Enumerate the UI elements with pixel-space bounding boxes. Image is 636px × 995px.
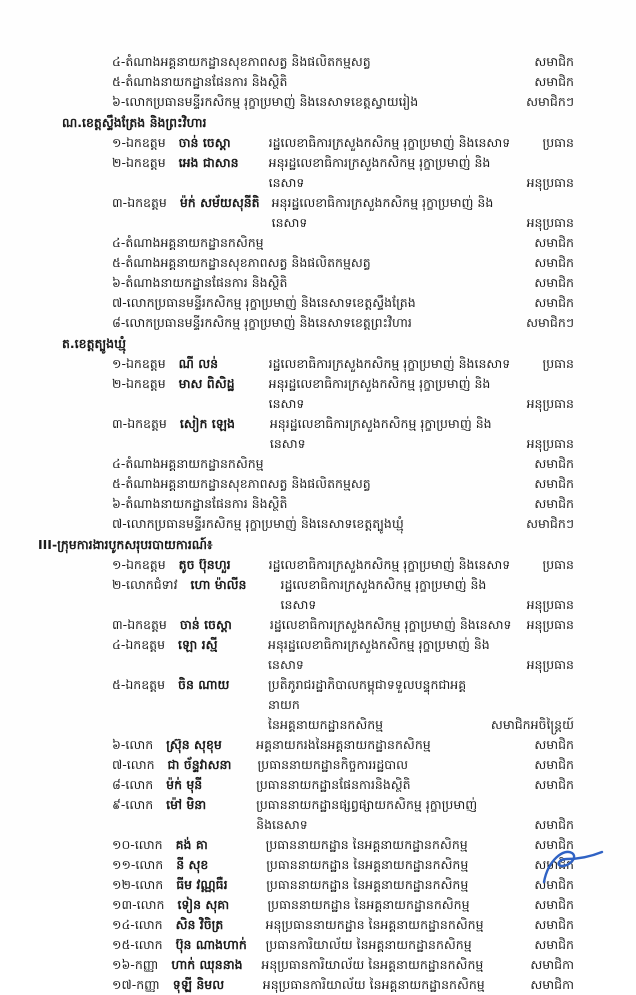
- entry-position: អនុរដ្ឋលេខាធិការក្រសួងកសិកម្ម រុក្ខាប្រមាញ់ និងនេសាទ: [269, 416, 492, 451]
- list-item: [0, 92, 636, 112]
- list-item: [0, 915, 636, 935]
- entry-text: ៤-តំណាងអគ្គនាយកដ្ឋានកសិកម្ម: [112, 235, 264, 250]
- list-item: [0, 52, 636, 72]
- entry-name: ម៉ក់ មុនី: [166, 777, 203, 792]
- entry-number-honorific: ៨-លោក: [112, 777, 154, 792]
- entry-role: សមាជិកា: [530, 977, 574, 992]
- list-item: [0, 414, 636, 454]
- entry-name: ហោ ម៉ាលីន: [190, 577, 247, 592]
- signature-mark: [534, 844, 612, 892]
- entry-role: សមាជិកា: [530, 957, 574, 972]
- entry-name: ទុឡ្លី និមល: [172, 977, 225, 992]
- entry-name: នី សុខ: [176, 857, 209, 872]
- entry-role: សមាជិក: [534, 275, 574, 290]
- entry-number-honorific: ៣-ឯកឧត្តម: [112, 416, 167, 431]
- entry-number-honorific: ១៥-លោក: [112, 937, 163, 952]
- entry-role: អនុប្រធាន: [526, 657, 574, 672]
- entry-position: រដ្ឋលេខាធិការក្រសួងកសិកម្ម រុក្ខាប្រមាញ់ និងនេសាទ: [280, 577, 487, 612]
- entry-role: សមាជិកៗ: [526, 315, 574, 330]
- entry-position: អនុប្រធានការិយាល័យ នៃអគ្គនាយកដ្ឋានកសិកម្ម: [261, 957, 484, 972]
- entry-name: ម៉ក់ សម័យសុនីតិ: [179, 195, 260, 210]
- entry-role: សមាជិក: [534, 757, 574, 772]
- entry-number-honorific: ១១-លោក: [112, 857, 164, 872]
- entry-position: ប្រធាននាយកដ្ឋាន នៃអគ្គនាយកដ្ឋានកសិកម្ម: [266, 857, 469, 872]
- entry-position: អនុរដ្ឋលេខាធិការក្រសួងកសិកម្ម រុក្ខាប្រមាញ់ និងនេសាទ: [268, 376, 491, 411]
- entry-name: សិន វិចិត្រ: [175, 917, 224, 932]
- entry-name: ទៀន សុគា: [177, 897, 230, 912]
- entry-number-honorific: ៧-លោក: [112, 757, 155, 772]
- entry-name: ចាន់ ចេស្តា: [179, 617, 232, 632]
- list-item: [0, 253, 636, 273]
- entry-position: រដ្ឋលេខាធិការក្រសួងកសិកម្ម រុក្ខាប្រមាញ់ និងនេសាទ: [269, 617, 512, 632]
- list-item: [0, 374, 636, 414]
- entry-number-honorific: ៣-ឯកឧត្តម: [112, 617, 167, 632]
- entry-role: សមាជិកៗ: [526, 516, 574, 531]
- entry-name: ប៊ុន ណាងហាក់: [175, 937, 247, 952]
- entry-role: សមាជិក: [534, 295, 574, 310]
- entry-role: សមាជិក: [534, 496, 574, 511]
- entry-text: ៤-តំណាងអគ្គនាយកដ្ឋានសុខភាពសត្វ និងផលិតកម្មសត្វ: [112, 54, 371, 69]
- entry-role: សមាជិកៗ: [526, 94, 574, 109]
- entry-number-honorific: ១-ឯកឧត្តម: [112, 135, 166, 150]
- entry-number-honorific: ១-ឯកឧត្តម: [112, 557, 166, 572]
- entry-role: សមាជិកអចិន្ត្រៃយ៍: [490, 717, 574, 732]
- section-header: III-ក្រុមការងារបូកសរុបរបាយការណ៍៖: [38, 537, 213, 552]
- entry-position: ប្រធាននាយកដ្ឋានផែនការនិងស្ថិតិ: [256, 777, 411, 792]
- entry-position: អនុរដ្ឋលេខាធិការក្រសួងកសិកម្ម រុក្ខាប្រមាញ់ និងនេសាទ: [268, 155, 491, 190]
- list-item: [0, 775, 636, 795]
- list-item: [0, 494, 636, 514]
- entry-position: ប្រធាននាយកដ្ឋាន នៃអគ្គនាយកដ្ឋានកសិកម្ម: [265, 837, 468, 852]
- entry-name: ចាន់ ចេស្តា: [178, 135, 231, 150]
- entry-name: ធីម វណ្ណធឺរ: [176, 877, 228, 892]
- entry-text: ៨-លោកប្រធានមន្ទីរកសិកម្ម រុក្ខាប្រមាញ់ និងនេសាទខេត្តព្រះវិហារ: [112, 315, 412, 330]
- list-item: [0, 735, 636, 755]
- list-item: [0, 955, 636, 975]
- list-item: [0, 293, 636, 313]
- list-item: [0, 72, 636, 92]
- section-header: ណ.ខេត្តស្ទឹងត្រែង និងព្រះវិហារ: [62, 115, 207, 130]
- list-item: [0, 975, 636, 995]
- entry-number-honorific: ៩-លោក: [112, 797, 154, 812]
- list-item: [0, 474, 636, 494]
- entry-number-honorific: ១២-លោក: [112, 877, 164, 892]
- entry-name: សៀក ឡេង: [179, 416, 235, 431]
- entry-number-honorific: ២-លោកជំទាវ: [112, 577, 178, 592]
- entry-number-honorific: ៥-ឯកឧត្តម: [112, 677, 166, 692]
- list-item: [0, 133, 636, 153]
- entry-text: ៧-លោកប្រធានមន្ទីរកសិកម្ម រុក្ខាប្រមាញ់ និងនេសាទខេត្តស្ទឹងត្រែង: [112, 295, 416, 310]
- entry-name: ស្រ៊ុន សុខុម: [166, 737, 222, 752]
- list-item: [0, 514, 636, 534]
- entry-number-honorific: ៦-លោក: [112, 737, 154, 752]
- entry-text: ៥-តំណាងនាយកដ្ឋានផែនការ និងស្ថិតិ: [112, 74, 288, 89]
- entry-number-honorific: ២-ឯកឧត្តម: [112, 376, 166, 391]
- entry-position: អនុប្រធានការិយាល័យ នៃអគ្គនាយកដ្ឋានកសិកម្ម: [262, 977, 485, 992]
- entry-position: ប្រតិភូរាជរដ្ឋាភិបាលកម្ពុជាទទួលបន្ទុកជាអគ្គនាយក នៃអគ្គនាយកដ្ឋានកសិកម្ម: [268, 675, 481, 735]
- entry-role: សមាជិក: [534, 917, 574, 932]
- entry-role: អនុប្រធាន: [526, 396, 574, 411]
- entry-text: ៧-លោកប្រធានមន្ទីរកសិកម្ម រុក្ខាប្រមាញ់ និងនេសាទខេត្តត្បូងឃ្មុំ: [112, 516, 404, 531]
- entry-name: ឡោ រស្មី: [178, 637, 218, 652]
- entry-position: ប្រធាននាយកដ្ឋាន នៃអគ្គនាយកដ្ឋានកសិកម្ម: [266, 877, 469, 892]
- entry-role: សមាជិក: [534, 456, 574, 471]
- entry-number-honorific: ១០-លោក: [112, 837, 163, 852]
- entry-role: សមាជិក: [534, 777, 574, 792]
- entry-text: ៥-តំណាងអគ្គនាយកដ្ឋានសុខភាពសត្វ និងផលិតកម្មសត្វ: [112, 255, 371, 270]
- list-item: [0, 615, 636, 635]
- entry-position: ប្រធាននាយកដ្ឋានកិច្ចការរដ្ឋបាល: [257, 757, 409, 772]
- entry-position: អគ្គនាយករងនៃអគ្គនាយកដ្ឋានកសិកម្ម: [256, 737, 431, 752]
- entry-name: ម៉ៅ មិនា: [166, 797, 207, 812]
- entry-role: អនុប្រធាន: [526, 617, 574, 632]
- entry-number-honorific: ១៦-កញ្ញា: [112, 957, 159, 972]
- entry-role: សមាជិក: [534, 476, 574, 491]
- list-item: [0, 313, 636, 333]
- entry-number-honorific: ៣-ឯកឧត្តម: [112, 195, 167, 210]
- entry-role: សមាជិក: [534, 737, 574, 752]
- entry-position: ប្រធានការិយាល័យ នៃអគ្គនាយកដ្ឋានកសិកម្ម: [265, 937, 472, 952]
- entry-text: ៥-តំណាងអគ្គនាយកដ្ឋានសុខភាពសត្វ និងផលិតកម្មសត្វ: [112, 476, 371, 491]
- entry-position: រដ្ឋលេខាធិការក្រសួងកសិកម្ម រុក្ខាប្រមាញ់ និងនេសាទ: [268, 557, 511, 572]
- entry-role: សមាជិក: [534, 897, 574, 912]
- entry-role: អនុប្រធាន: [526, 597, 574, 612]
- entry-role: សមាជិក: [534, 857, 574, 872]
- entry-role: សមាជិក: [534, 937, 574, 952]
- entry-role: ប្រធាន: [542, 356, 574, 371]
- list-item: [0, 153, 636, 193]
- entry-name: ហាក់ ឈុននាង: [171, 957, 243, 972]
- entry-role: សមាជិក: [534, 837, 574, 852]
- list-item: [0, 454, 636, 474]
- list-item: [0, 575, 636, 615]
- entry-role: សមាជិក: [534, 74, 574, 89]
- entry-position: រដ្ឋលេខាធិការក្រសួងកសិកម្ម រុក្ខាប្រមាញ់ និងនេសាទ: [268, 135, 511, 150]
- entry-role: សមាជិក: [534, 235, 574, 250]
- entry-position: អនុប្រធាននាយកដ្ឋាន នៃអគ្គនាយកដ្ឋានកសិកម្ម: [265, 917, 484, 932]
- entry-name: អេង ជាសាន: [178, 155, 239, 170]
- entry-text: ៦-តំណាងនាយកដ្ឋានផែនការ និងស្ថិតិ: [112, 496, 288, 511]
- entry-text: ៦-តំណាងនាយកដ្ឋានផែនការ និងស្ថិតិ: [112, 275, 288, 290]
- entry-text: ៤-តំណាងអគ្គនាយកដ្ឋានកសិកម្ម: [112, 456, 264, 471]
- list-item: [0, 273, 636, 293]
- entry-role: សមាជិក: [534, 817, 574, 832]
- list-item: [0, 755, 636, 775]
- entry-role: ប្រធាន: [542, 135, 574, 150]
- entry-position: អនុរដ្ឋលេខាធិការក្រសួងកសិកម្ម រុក្ខាប្រមាញ់ និងនេសាទ: [268, 637, 490, 672]
- entry-role: អនុប្រធាន: [526, 175, 574, 190]
- list-item: [0, 635, 636, 675]
- entry-position-line2: និងនេសាទ: [256, 817, 308, 832]
- list-item: [0, 675, 636, 735]
- list-item: [0, 233, 636, 253]
- list-item: [0, 895, 636, 915]
- entry-name: ជា ច័ន្ទវាសនា: [167, 757, 232, 772]
- list-item: [0, 555, 636, 575]
- entry-name: តូច ប៊ុនហួរ: [178, 557, 231, 572]
- entry-role: អនុប្រធាន: [526, 436, 574, 451]
- entry-position: ប្រធាននាយកដ្ឋាន នៃអគ្គនាយកដ្ឋានកសិកម្ម: [267, 897, 470, 912]
- list-item: [0, 795, 636, 835]
- entry-number-honorific: ១៧-កញ្ញា: [112, 977, 160, 992]
- entry-number-honorific: ១៣-លោក: [112, 897, 165, 912]
- list-item: [0, 354, 636, 374]
- entry-position: ប្រធាននាយកដ្ឋានផ្សព្វផ្សាយកសិកម្ម រុក្ខាប្រមាញ់ និងនេសាទ: [256, 795, 524, 835]
- entry-name: ណី លន់: [178, 356, 219, 371]
- entry-position-line2: នៃអគ្គនាយកដ្ឋានកសិកម្ម: [268, 717, 384, 732]
- list-item: [0, 935, 636, 955]
- entry-number-honorific: ៤-ឯកឧត្តម: [112, 637, 166, 652]
- entry-name: ចិន ណាយ: [178, 677, 230, 692]
- entry-number-honorific: ១-ឯកឧត្តម: [112, 356, 166, 371]
- entry-role: សមាជិក: [534, 54, 574, 69]
- entry-role: ប្រធាន: [542, 557, 574, 572]
- list-item: [0, 193, 636, 233]
- entry-name: គង់ គា: [175, 837, 208, 852]
- entry-position: រដ្ឋលេខាធិការក្រសួងកសិកម្ម រុក្ខាប្រមាញ់ និងនេសាទ: [268, 356, 511, 371]
- entry-text: ៦-លោកប្រធានមន្ទីរកសិកម្ម រុក្ខាប្រមាញ់ និងនេសាទខេត្តស្វាយរៀង: [112, 94, 419, 109]
- entry-name: មាស ពិសិដ្ឋ: [178, 376, 235, 391]
- entry-number-honorific: ១៤-លោក: [112, 917, 163, 932]
- entry-role: សមាជិក: [534, 255, 574, 270]
- entry-number-honorific: ២-ឯកឧត្តម: [112, 155, 166, 170]
- entry-role: អនុប្រធាន: [526, 215, 574, 230]
- section-header: ត.ខេត្តត្បូងឃ្មុំ: [62, 336, 127, 351]
- entry-position: អនុរដ្ឋលេខាធិការក្រសួងកសិកម្ម រុក្ខាប្រមាញ់ និងនេសាទ: [271, 195, 494, 230]
- entry-role: សមាជិក: [534, 877, 574, 892]
